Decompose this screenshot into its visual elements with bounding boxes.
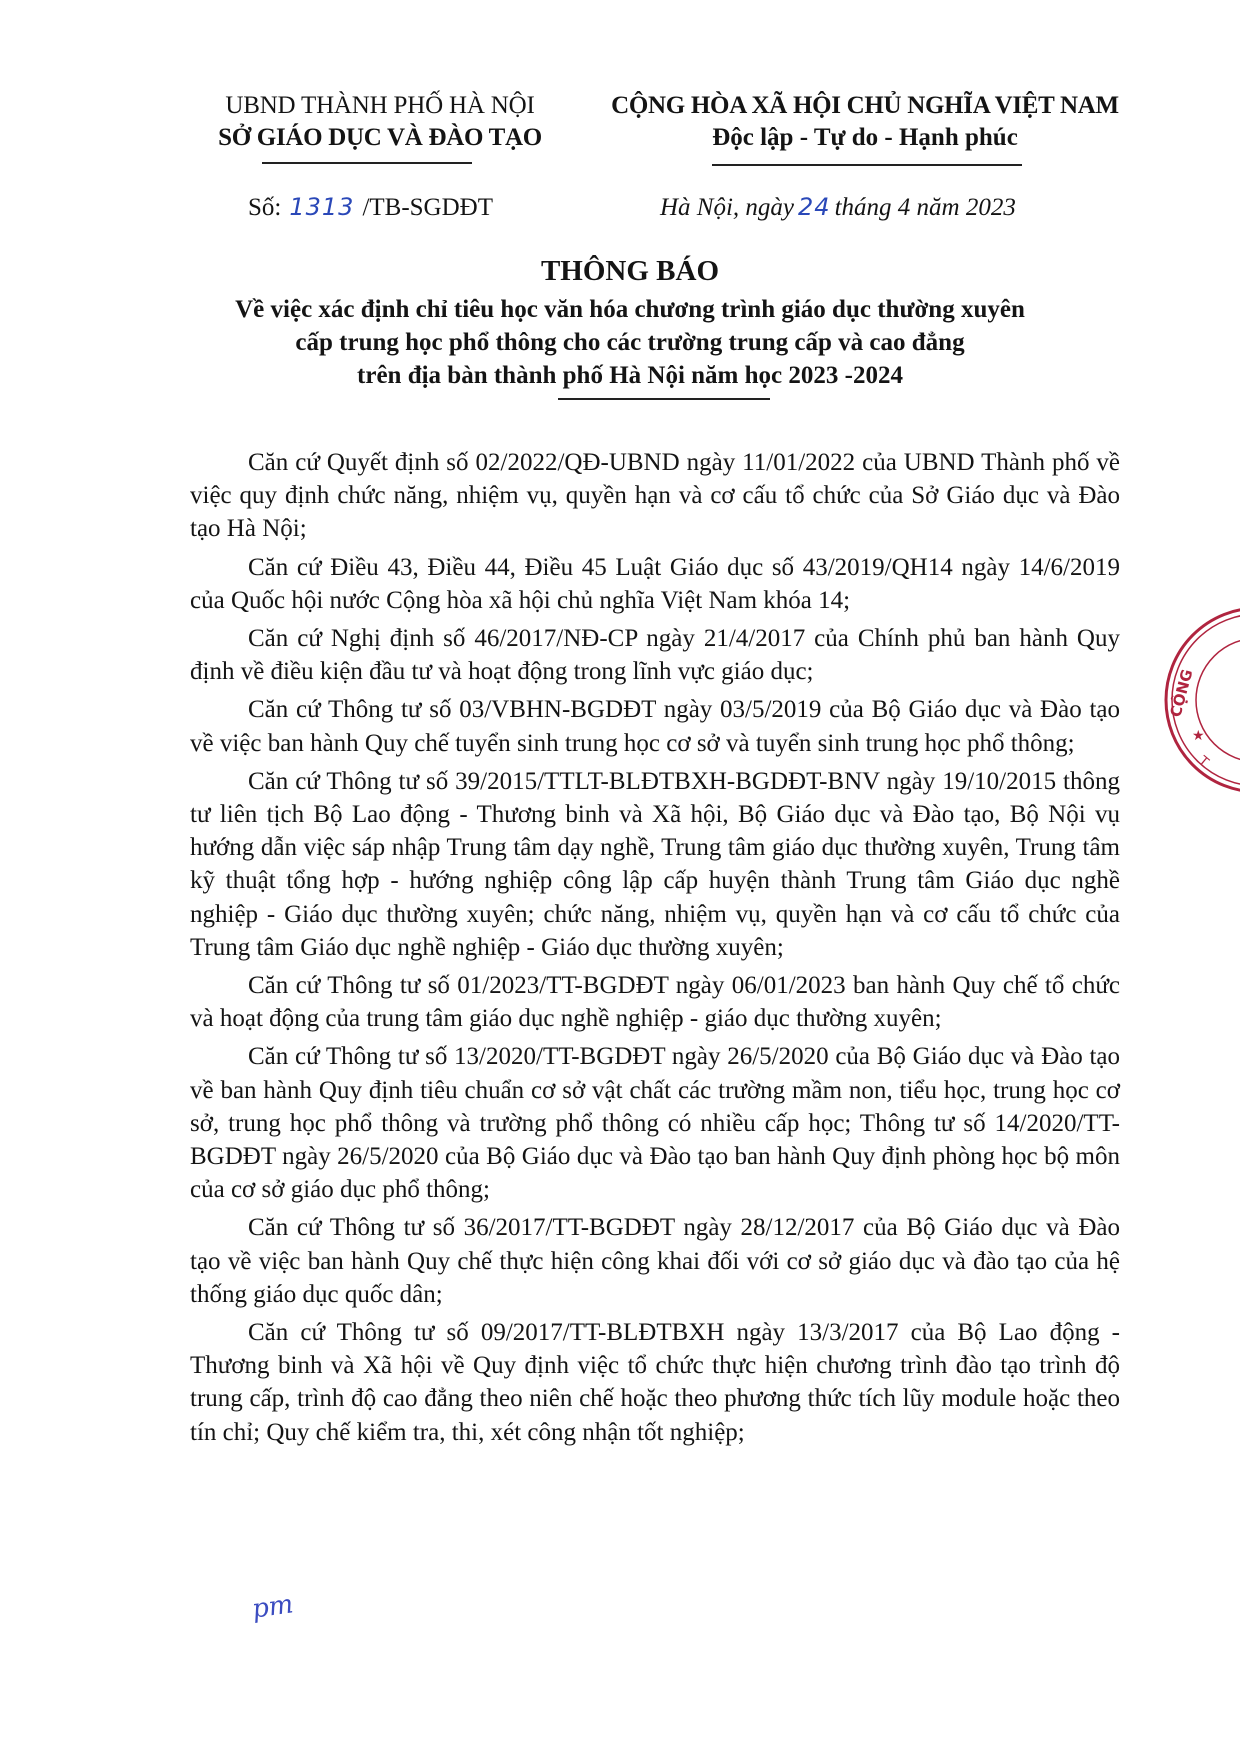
document-number — [248, 193, 493, 222]
legal-basis-paragraph: Căn cứ Thông tư số 39/2015/TTLT-BLĐTBXH-BGDĐT-BNV ngày 19/10/2015 thông tư liên tịch Bộ Lao động - Thương binh và Xã hội, Bộ Giáo dục và Đào tạo, Bộ Nội vụ hướng dẫn việc sáp nhập Trung tâm dạy nghề, Trung tâm giáo dục thường xuyên, Trung tâm kỹ thuật tổng hợp - hướng nghiệp công lập cấp huyện thành Trung tâm Giáo dục nghề nghiệp - Giáo dục thường xuyên; chức năng, nhiệm vụ, quyền hạn và cơ cấu tổ chức của Trung tâm Giáo dục nghề nghiệp - Giáo dục thường xuyên; — [190, 767, 1120, 961]
document-date-suffix: tháng 4 năm 2023 — [834, 194, 1016, 221]
legal-basis-paragraph: Căn cứ Thông tư số 09/2017/TT-BLĐTBXH ngày 13/3/2017 của Bộ Lao động - Thương binh và Xã hội về Quy định việc tổ chức thực hiện chương trình đào tạo trình độ trung cấp, trình độ cao đẳng theo niên chế hoặc theo phương thức tích lũy module hoặc theo tín chỉ; Quy chế kiểm tra, thi, xét công nhận tốt nghiệp; — [190, 1319, 1120, 1446]
svg-text:T: T — [1195, 753, 1212, 771]
header-left-underline — [262, 162, 472, 164]
legal-basis-paragraph: Căn cứ Thông tư số 36/2017/TT-BGDĐT ngày 28/12/2017 của Bộ Giáo dục và Đào tạo về việc ban hành Quy chế thực hiện công khai đối với cơ sở giáo dục và đào tạo của hệ thống giáo dục quốc dân; — [190, 1214, 1120, 1308]
header-right-underline — [712, 164, 1022, 166]
document-subject-line-1: Về việc xác định chỉ tiêu học văn hóa chương trình giáo dục thường xuyên — [235, 296, 1025, 323]
document-subject-line-3: trên địa bàn thành phố Hà Nội năm học 2023 -2024 — [357, 362, 903, 389]
national-motto: Độc lập - Tự do - Hạnh phúc — [712, 124, 1018, 151]
document-body — [190, 446, 1120, 1454]
legal-basis-paragraph: Căn cứ Điều 43, Điều 44, Điều 45 Luật Giáo dục số 43/2019/QH14 ngày 14/6/2019 của Quốc hội nước Cộng hòa xã hội chủ nghĩa Việt Nam khóa 14; — [190, 553, 1120, 614]
document-number-handwritten: 1313 — [289, 193, 355, 221]
legal-basis-paragraph: Căn cứ Nghị định số 46/2017/NĐ-CP ngày 21/4/2017 của Chính phủ ban hành Quy định về điều kiện đầu tư và hoạt động trong lĩnh vực giáo dục; — [190, 625, 1120, 686]
legal-basis-paragraph: Căn cứ Thông tư số 03/VBHN-BGDĐT ngày 03/5/2019 của Bộ Giáo dục và Đào tạo về việc ban hành Quy chế tuyển sinh trung học cơ sở và tuyển sinh trung học phổ thông; — [190, 696, 1120, 757]
document-date — [660, 193, 1016, 222]
issuing-authority: UBND THÀNH PHỐ HÀ NỘI — [225, 92, 535, 119]
svg-text:CỘNG: CỘNG — [1166, 667, 1197, 720]
svg-text:★: ★ — [1192, 728, 1205, 744]
national-title: CỘNG HÒA XÃ HỘI CHỦ NGHĨA VIỆT NAM — [611, 92, 1119, 119]
legal-basis-paragraph: Căn cứ Quyết định số 02/2022/QĐ-UBND ngày 11/01/2022 của UBND Thành phố về việc quy định chức năng, nhiệm vụ, quyền hạn và cơ cấu tổ chức của Sở Giáo dục và Đào tạo Hà Nội; — [190, 449, 1120, 543]
legal-basis-paragraph: Căn cứ Thông tư số 01/2023/TT-BGDĐT ngày 06/01/2023 ban hành Quy chế tổ chức và hoạt động của trung tâm giáo dục nghề nghiệp - giáo dục thường xuyên; — [190, 972, 1120, 1033]
document-number-suffix: /TB-SGDĐT — [362, 194, 493, 221]
document-subject-line-2: cấp trung học phổ thông cho các trường trung cấp và cao đẳng — [295, 329, 965, 356]
handwritten-initials: pm — [250, 1589, 296, 1625]
title-underline — [558, 398, 770, 400]
document-number-prefix: Số: — [248, 194, 282, 221]
official-seal-icon — [1158, 600, 1240, 800]
document-date-prefix: Hà Nội, ngày — [660, 194, 795, 221]
document-title: THÔNG BÁO — [540, 255, 720, 287]
issuing-department: SỞ GIÁO DỤC VÀ ĐÀO TẠO — [218, 124, 542, 151]
legal-basis-paragraph: Căn cứ Thông tư số 13/2020/TT-BGDĐT ngày 26/5/2020 của Bộ Giáo dục và Đào tạo về ban hành Quy định tiêu chuẩn cơ sở vật chất các trường mầm non, tiểu học, trung học cơ sở, trung học phổ thông và trường phổ thông có nhiều cấp học; Thông tư số 14/2020/TT-BGDĐT ngày 26/5/2020 của Bộ Giáo dục và Đào tạo ban hành Quy định phòng học bộ môn của cơ sở giáo dục phổ thông; — [190, 1043, 1120, 1204]
document-date-day-handwritten: 24 — [798, 193, 831, 221]
